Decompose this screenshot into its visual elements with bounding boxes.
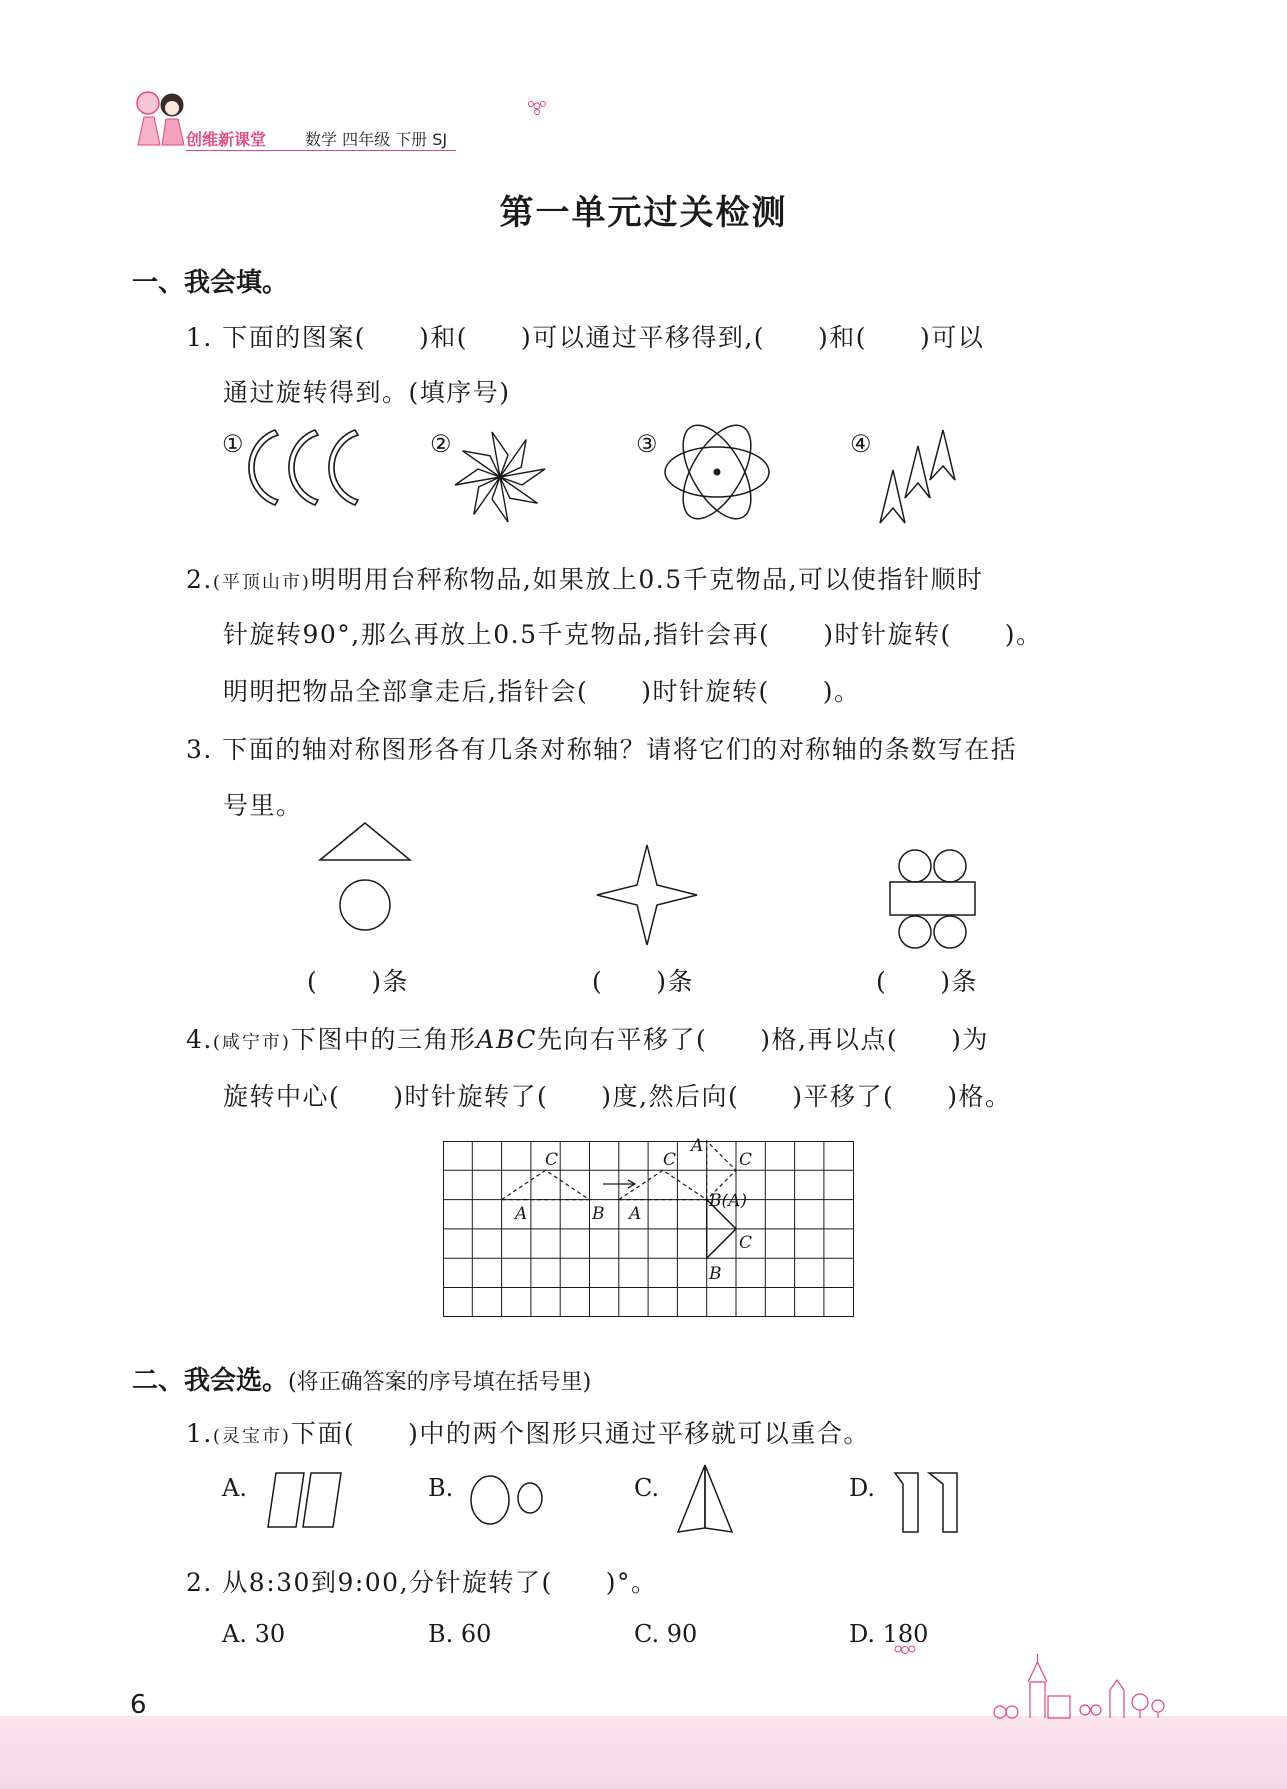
atom-figure bbox=[660, 425, 775, 520]
s2q1-option-a[interactable]: A. bbox=[222, 1474, 247, 1502]
s2q2-option-b[interactable]: B. 60 bbox=[428, 1620, 492, 1648]
grid-label-b2: B bbox=[709, 1264, 722, 1284]
s2q1-option-c[interactable]: C. bbox=[634, 1474, 660, 1502]
q2-line1: 明明用台秤称物品,如果放上0.5千克物品,可以使指针顺时 bbox=[310, 565, 984, 594]
s2q1-number: 1. bbox=[186, 1419, 213, 1448]
grid-label-a1: A bbox=[515, 1204, 528, 1224]
crescents-figure bbox=[245, 425, 375, 510]
s2q1-row bbox=[186, 1414, 870, 1450]
grid-label-c2: C bbox=[663, 1150, 677, 1170]
pinwheel-figure bbox=[455, 425, 545, 530]
columns-figure bbox=[893, 1470, 963, 1534]
section2-heading: 二、我会选。 bbox=[132, 1366, 289, 1396]
s2q2-option-c[interactable]: C. 90 bbox=[634, 1620, 698, 1648]
page-title: 第一单元过关检测 bbox=[499, 193, 788, 233]
q2-line3: 明明把物品全部拿走后,指针会( )时针旋转( )。 bbox=[223, 677, 861, 706]
q3-answer-blank-2[interactable]: ( )条 bbox=[592, 967, 695, 996]
q1-line2: 通过旋转得到。(填序号) bbox=[223, 378, 511, 407]
q3-answer-blank-3[interactable]: ( )条 bbox=[876, 967, 979, 996]
flower-decoration-icon bbox=[527, 96, 547, 116]
section2-heading-row bbox=[132, 1360, 591, 1397]
q3-line1: 3. 下面的轴对称图形各有几条对称轴？请将它们的对称轴的条数写在括 bbox=[186, 735, 1018, 764]
q2-number: 2. bbox=[186, 565, 213, 594]
parallelograms-figure bbox=[266, 1470, 346, 1530]
flower-footer-icon bbox=[893, 1640, 917, 1660]
grid-label-a3: A bbox=[691, 1136, 704, 1156]
q1-line1: 1. 下面的图案( )和( )可以通过平移得到,( )和( )可以 bbox=[186, 323, 985, 352]
grid-label-c1: C bbox=[545, 1150, 559, 1170]
section2-note: (将正确答案的序号填在括号里) bbox=[288, 1370, 592, 1395]
grid-label-a2: A bbox=[629, 1204, 642, 1224]
header-book-info: 数学 四年级 下册 SJ bbox=[305, 130, 448, 149]
q2-line2: 针旋转90°,那么再放上0.5千克物品,指针会再( )时针旋转( )。 bbox=[223, 620, 1043, 649]
grid-label-b1: B bbox=[592, 1204, 605, 1224]
q2-line1-row bbox=[186, 560, 984, 596]
grid-label-c3: C bbox=[739, 1150, 753, 1170]
s2q1-option-b[interactable]: B. bbox=[428, 1474, 454, 1502]
header-illustration-icon bbox=[130, 85, 190, 155]
s2q2-option-a[interactable]: A. 30 bbox=[222, 1620, 286, 1648]
figure-label-3: ③ bbox=[636, 430, 658, 458]
figure-label-4: ④ bbox=[850, 430, 872, 458]
q4-line2: 旋转中心( )时针旋转了( )度,然后向( )平移了( )格。 bbox=[223, 1082, 1012, 1111]
ellipses-figure bbox=[468, 1472, 548, 1528]
q4-line1-row bbox=[186, 1020, 989, 1056]
s2q1-source: (灵宝市) bbox=[212, 1426, 291, 1447]
footer-band bbox=[0, 1716, 1287, 1789]
page-number: 6 bbox=[130, 1690, 147, 1720]
q4-number: 4. bbox=[186, 1025, 213, 1054]
s2q2-option-d[interactable]: D. 180 bbox=[849, 1620, 929, 1648]
header-brand: 创维新课堂 bbox=[186, 130, 267, 149]
q4-line1-pre: 下图中的三角形 bbox=[290, 1025, 477, 1054]
q4-source: (咸宁市) bbox=[212, 1032, 291, 1053]
s2q2-text: 2. 从8:30到9:00,分针旋转了( )°。 bbox=[186, 1568, 658, 1597]
s2q1-option-d[interactable]: D. bbox=[849, 1474, 876, 1502]
figure-label-1: ① bbox=[222, 430, 244, 458]
header-divider bbox=[186, 150, 456, 151]
four-point-star-figure bbox=[592, 840, 702, 950]
section1-heading: 一、我会填。 bbox=[132, 268, 289, 298]
rectangle-circles-figure bbox=[885, 848, 985, 950]
figure-label-2: ② bbox=[430, 430, 452, 458]
castle-decoration-icon bbox=[990, 1652, 1170, 1722]
transformation-grid bbox=[443, 1136, 855, 1319]
q4-abc: ABC bbox=[476, 1025, 537, 1054]
q2-source: (平顶山市) bbox=[212, 572, 311, 593]
grid-label-ba: B(A) bbox=[709, 1191, 748, 1211]
q4-line1-post: 先向右平移了( )格,再以点( )为 bbox=[536, 1025, 989, 1054]
arrows-figure bbox=[875, 428, 975, 528]
triangles-figure bbox=[675, 1462, 735, 1534]
q3-line2: 号里。 bbox=[223, 791, 303, 820]
triangle-circle-figure bbox=[315, 820, 415, 950]
q3-answer-blank-1[interactable]: ( )条 bbox=[307, 967, 410, 996]
s2q1-text: 下面( )中的两个图形只通过平移就可以重合。 bbox=[290, 1419, 870, 1448]
grid-label-c4: C bbox=[739, 1233, 753, 1253]
